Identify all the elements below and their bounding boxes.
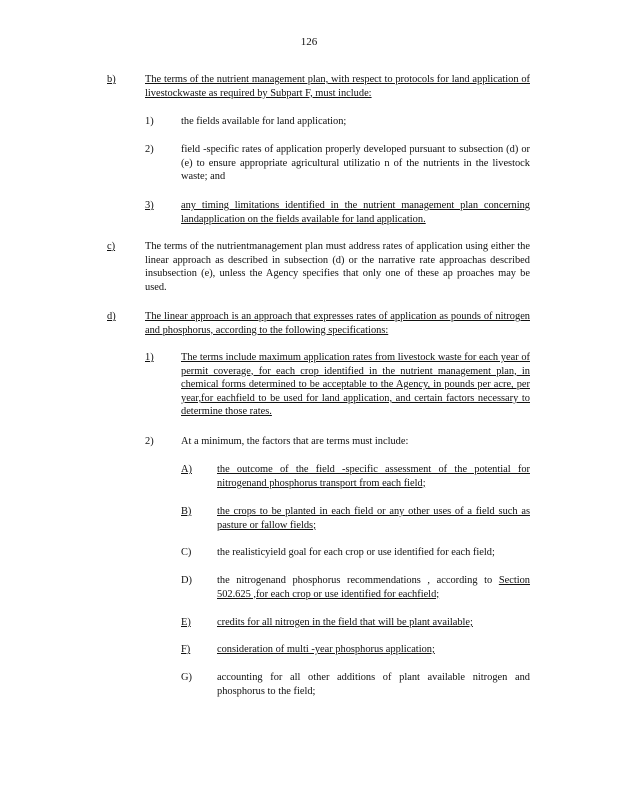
subitem-text bbox=[217, 574, 530, 601]
subitem-text: consideration of multi -year phosphorus application; bbox=[217, 644, 435, 655]
subitem-label: E) bbox=[181, 617, 191, 628]
subitem-text: the crops to be planted in each field or any other uses of a field such as pasture or fallow fields; bbox=[217, 506, 530, 531]
item-text: any timing limitations identified in the nutrient management plan concerning landapplication on the fields available for land application. bbox=[181, 200, 530, 225]
section-d-label: d) bbox=[107, 311, 116, 322]
item-label: 1) bbox=[145, 352, 154, 363]
subitem-text: credits for all nitrogen in the field that will be plant available; bbox=[217, 617, 473, 628]
section-c-text: The terms of the nutrientmanagement plan must address rates of application using either the linear approach as described in subsection (d) or the narrative rate approachas described insubsection (e), unless the Agency specifies that only one of these ap proaches may be used. bbox=[145, 241, 530, 293]
item-text: At a minimum, the factors that are terms must include: bbox=[181, 436, 409, 447]
subitem-label: G) bbox=[181, 672, 192, 683]
section-b-text: The terms of the nutrient management plan, with respect to protocols for land application of livestockwaste as required by Subpart F, must include: bbox=[145, 74, 530, 99]
item-text: The terms include maximum application rates from livestock waste for each year of permit coverage, for each crop identified in the nutrient management plan, in chemical forms determined to be acceptable to the Agency, in pounds per acre, per year,for eachfield to be used for land application, and certain factors necessary to determine those rates. bbox=[181, 352, 530, 418]
subitem-label: B) bbox=[181, 506, 192, 517]
item-text: field -specific rates of application properly developed pursuant to subsection (d) or (e) to ensure appropriate agricultural utilizatio n of the nutrients in the livestock waste; and bbox=[181, 144, 530, 183]
subitem-label: C) bbox=[181, 547, 192, 558]
item-label: 3) bbox=[145, 200, 154, 211]
page-number: 126 bbox=[300, 36, 318, 48]
subitem-text-part-a: the nitrogenand phosphorus recommendations , according to bbox=[217, 575, 499, 586]
subitem-text-part-b: Section 502.625 ,for each crop or use identified for eachfield; bbox=[217, 575, 530, 600]
section-b-label: b) bbox=[107, 74, 116, 85]
subitem-label: D) bbox=[181, 575, 192, 586]
item-label: 1) bbox=[145, 116, 154, 127]
subitem-label: F) bbox=[181, 644, 191, 655]
item-text: the fields available for land application; bbox=[181, 116, 347, 127]
item-label: 2) bbox=[145, 144, 154, 155]
subitem-label: A) bbox=[181, 464, 192, 475]
section-d-text: The linear approach is an approach that expresses rates of application as pounds of nitrogen and phosphorus, according to the following specifications: bbox=[145, 311, 530, 336]
section-c-label: c) bbox=[107, 241, 116, 252]
subitem-text: accounting for all other additions of plant available nitrogen and phosphorus to the field; bbox=[217, 672, 530, 697]
subitem-text: the realisticyield goal for each crop or use identified for each field; bbox=[217, 547, 495, 558]
item-label: 2) bbox=[145, 436, 154, 447]
subitem-text: the outcome of the field -specific assessment of the potential for nitrogenand phosphorus transport from each field; bbox=[217, 464, 530, 489]
